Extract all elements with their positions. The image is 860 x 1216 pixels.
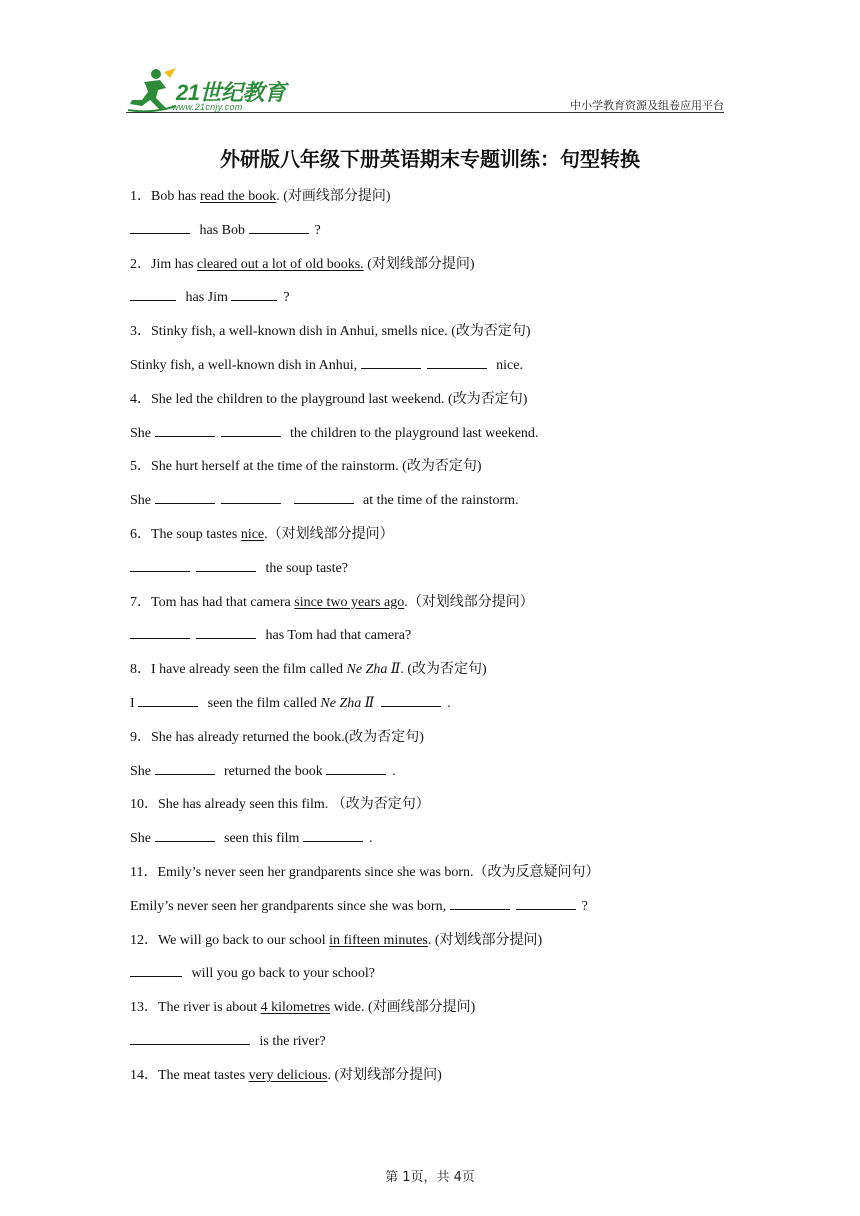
- underlined-text: cleared out a lot of old books.: [196, 256, 364, 272]
- question-14: [130, 1065, 730, 1099]
- question-13: [130, 997, 730, 1031]
- answer-4: [130, 423, 730, 457]
- answer-9: [130, 761, 730, 795]
- page-title: 外研版八年级下册英语期末专题训练：句型转换: [220, 147, 640, 171]
- question-11: [130, 862, 730, 896]
- answer-text: She: [130, 831, 155, 847]
- logo: [126, 66, 296, 114]
- answer-blank[interactable]: [130, 1032, 250, 1045]
- answer-blank[interactable]: [249, 221, 309, 234]
- question-text: The meat tastes: [158, 1067, 249, 1083]
- logo-text: 21世纪教育: [176, 80, 286, 105]
- question-text: I have already seen the film called: [151, 662, 347, 678]
- question-2: [130, 254, 730, 288]
- answer-text: Emily’s never seen her grandparents since she was born,: [130, 898, 450, 914]
- answer-blank[interactable]: [130, 221, 190, 234]
- answer-blank[interactable]: [221, 491, 281, 504]
- answer-blank[interactable]: [326, 762, 386, 775]
- question-text: The river is about: [158, 1000, 261, 1016]
- underlined-text: since two years ago: [294, 594, 405, 610]
- question-12: [130, 930, 730, 964]
- answer-3: [130, 355, 730, 389]
- question-instruction: . (对划线部分提问): [327, 1067, 442, 1083]
- answer-blank[interactable]: [196, 559, 256, 572]
- logo-url: www.21cnjy.com: [172, 102, 243, 112]
- question-text: Stinky fish, a well-known dish in Anhui, smells nice. (改为否定句): [151, 324, 531, 340]
- answer-text: will you go back to your school?: [188, 966, 376, 982]
- question-9: [130, 727, 730, 761]
- runner-logo-icon: [126, 66, 178, 114]
- answer-blank[interactable]: [155, 762, 215, 775]
- question-instruction: wide. (对画线部分提问): [330, 1000, 476, 1016]
- film-title: Ne Zha Ⅱ: [346, 662, 401, 678]
- underlined-text: 4 kilometres: [260, 1000, 331, 1016]
- question-number: 5．: [130, 459, 151, 475]
- answer-text: has Tom had that camera?: [262, 628, 412, 644]
- question-text: She has already seen this film. （改为否定句）: [158, 797, 430, 813]
- question-text: Emily’s never seen her grandparents since she was born.（改为反意疑问句）: [157, 864, 600, 880]
- question-4: [130, 389, 730, 423]
- question-number: 9．: [130, 729, 151, 745]
- question-number: 7．: [130, 594, 151, 610]
- underlined-text: very delicious: [248, 1067, 328, 1083]
- answer-blank[interactable]: [231, 288, 277, 301]
- answer-13: [130, 1031, 730, 1065]
- answer-text: at the time of the rainstorm.: [359, 493, 519, 509]
- page-header: [126, 66, 724, 116]
- question-10: [130, 794, 730, 828]
- question-text: She has already returned the book.(改为否定句): [151, 729, 424, 745]
- answer-text: is the river?: [256, 1033, 326, 1049]
- film-title: Ne Zha Ⅱ: [320, 695, 375, 711]
- answer-11: [130, 896, 730, 930]
- answer-blank[interactable]: [130, 964, 182, 977]
- question-instruction: .（对划线部分提问）: [264, 526, 394, 542]
- answer-text: Stinky fish, a well-known dish in Anhui,: [130, 357, 361, 373]
- header-rule: [126, 112, 724, 113]
- question-instruction: . (对画线部分提问): [276, 189, 391, 204]
- answer-2: [130, 287, 730, 321]
- answer-text: She: [130, 493, 155, 509]
- question-number: 8．: [130, 662, 151, 678]
- question-text: Bob has: [151, 189, 200, 204]
- answer-blank[interactable]: [130, 559, 190, 572]
- answer-text: ?: [314, 222, 321, 238]
- question-instruction: . (对划线部分提问): [427, 932, 543, 948]
- question-5: [130, 456, 730, 490]
- question-number: 12．: [130, 932, 158, 948]
- answer-text: ?: [581, 898, 588, 914]
- question-number: 2．: [130, 256, 151, 272]
- question-number: 10．: [130, 797, 158, 813]
- answer-12: [130, 963, 730, 997]
- question-number: 6．: [130, 526, 151, 542]
- answer-5: [130, 490, 730, 524]
- answer-text: has Jim: [182, 290, 232, 306]
- question-list: [130, 186, 730, 1099]
- answer-text: .: [447, 695, 451, 711]
- answer-blank[interactable]: [303, 829, 363, 842]
- answer-7: [130, 625, 730, 659]
- answer-text: returned the book: [220, 763, 327, 779]
- question-instruction: (对划线部分提问): [363, 256, 475, 272]
- question-text: She led the children to the playground last weekend. (改为否定句): [151, 391, 528, 407]
- underlined-text: in fifteen minutes: [329, 932, 428, 948]
- question-text: Tom has had that camera: [151, 594, 295, 610]
- answer-blank[interactable]: [221, 424, 281, 437]
- page-footer: 第 1页，共 4页: [385, 1170, 475, 1185]
- question-number: 14．: [130, 1067, 158, 1083]
- answer-blank[interactable]: [516, 897, 576, 910]
- answer-text: seen the film called: [204, 695, 321, 711]
- question-number: 3．: [130, 324, 151, 340]
- question-text: Jim has: [151, 256, 197, 272]
- answer-10: [130, 828, 730, 862]
- answer-text: the soup taste?: [262, 560, 348, 576]
- answer-blank[interactable]: [155, 829, 215, 842]
- underlined-text: read the book: [200, 189, 277, 204]
- question-text: We will go back to our school: [158, 932, 330, 948]
- answer-text: .: [392, 763, 396, 779]
- answer-blank[interactable]: [427, 356, 487, 369]
- question-number: 11．: [130, 864, 158, 880]
- question-8: [130, 659, 730, 693]
- answer-blank[interactable]: [450, 897, 510, 910]
- answer-8: [130, 693, 730, 727]
- question-3: [130, 321, 730, 355]
- answer-text: nice.: [492, 357, 523, 373]
- answer-text: She: [130, 425, 155, 441]
- answer-blank[interactable]: [381, 694, 441, 707]
- answer-blank[interactable]: [155, 491, 215, 504]
- question-7: [130, 592, 730, 626]
- answer-1: [130, 220, 730, 254]
- answer-blank[interactable]: [130, 288, 176, 301]
- answer-blank[interactable]: [361, 356, 421, 369]
- answer-blank[interactable]: [138, 694, 198, 707]
- question-text: She hurt herself at the time of the rainstorm. (改为否定句): [151, 459, 482, 475]
- question-instruction: .（对划线部分提问）: [404, 594, 534, 610]
- platform-name: 中小学教育资源及组卷应用平台: [570, 99, 724, 112]
- answer-text: ?: [283, 290, 290, 306]
- answer-text: She: [130, 763, 155, 779]
- answer-blank[interactable]: [196, 626, 256, 639]
- question-6: [130, 524, 730, 558]
- answer-blank[interactable]: [130, 626, 190, 639]
- answer-text: the children to the playground last weekend.: [286, 425, 539, 441]
- answer-text: has Bob: [196, 222, 249, 238]
- question-1: [130, 186, 730, 220]
- answer-blank[interactable]: [294, 491, 354, 504]
- answer-blank[interactable]: [155, 424, 215, 437]
- underlined-text: nice: [240, 526, 265, 542]
- answer-text: .: [368, 831, 373, 847]
- answer-6: [130, 558, 730, 592]
- answer-text: seen this film: [220, 831, 303, 847]
- question-number: 13．: [130, 1000, 158, 1016]
- question-text: The soup tastes: [151, 526, 241, 542]
- question-instruction: . (改为否定句): [400, 662, 487, 678]
- question-number: 4．: [130, 391, 151, 407]
- answer-text: I: [130, 695, 139, 711]
- question-number: 1．: [130, 189, 151, 204]
